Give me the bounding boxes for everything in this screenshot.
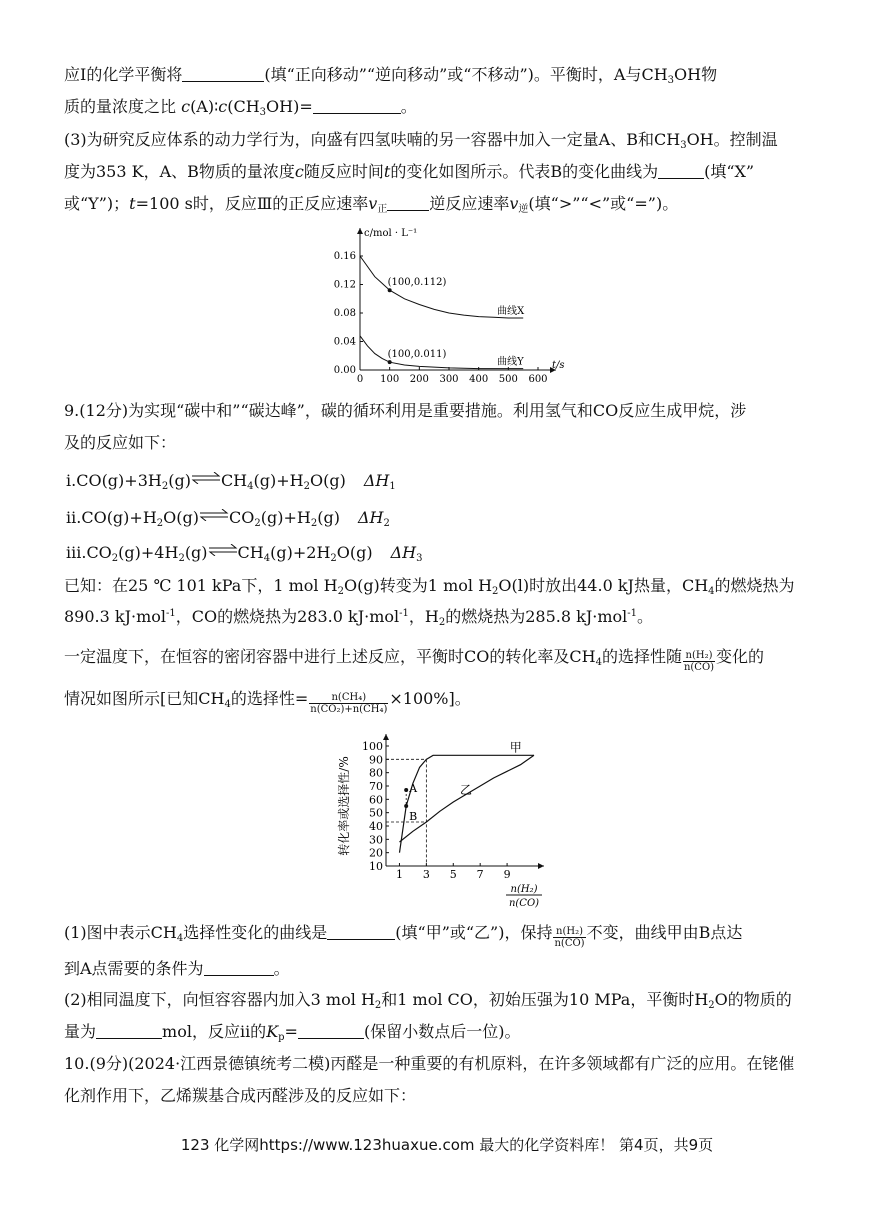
text-line: [64, 606, 653, 628]
answer-blank[interactable]: [387, 194, 429, 211]
y-axis-label: c/mol · L⁻¹: [364, 228, 418, 239]
text: 或“Y”)；: [64, 194, 130, 213]
y-tick-label: 0.12: [333, 279, 356, 291]
subscript: 2: [374, 1000, 382, 1011]
text: ⅲ.: [66, 543, 87, 562]
text: CH: [220, 471, 248, 490]
var: t: [129, 194, 136, 213]
answer-blank[interactable]: [658, 162, 704, 179]
text: 及的反应如下：: [64, 433, 177, 452]
text: (1)图中表示CH: [64, 923, 177, 942]
subscript: 3: [259, 107, 267, 118]
text: (2)相同温度下，向恒容容器内加入3 mol H: [64, 990, 375, 1009]
text: ×100%]。: [389, 689, 471, 708]
subscript: 2: [330, 553, 337, 564]
subscript: 正: [377, 204, 388, 215]
subscript: 2: [708, 1000, 715, 1011]
text-line: [64, 958, 290, 980]
x-tick-label: 7: [476, 868, 484, 881]
text: 一定温度下，在恒容的密闭容器中进行上述反应，平衡时CO的转化率及CH: [64, 647, 596, 666]
subscript: 2: [161, 481, 169, 492]
text-line: [64, 161, 754, 183]
subscript: 4: [224, 699, 231, 710]
reaction-i: [66, 470, 396, 492]
x-axis-label: t/s: [552, 360, 565, 371]
var: ΔH: [363, 471, 390, 490]
text: O(g)转变为1 mol H: [343, 576, 493, 595]
text: CO: [86, 543, 112, 562]
subscript: 2: [111, 553, 119, 564]
data-label: (100,0.112): [387, 277, 447, 289]
subscript: 4: [595, 657, 602, 668]
x-tick-label: 9: [503, 868, 511, 881]
text: (g)+H: [260, 508, 311, 527]
text: 的变化如图所示。代表B的变化曲线为: [390, 162, 659, 181]
var: c: [181, 97, 191, 116]
reaction-iii: [66, 542, 423, 564]
subscript: 2: [337, 586, 344, 597]
subscript: 3: [680, 140, 687, 151]
x-axis-label-denominator: n(CO): [508, 898, 540, 908]
text: 情况如图所示[已知CH: [64, 689, 225, 708]
series-label-jia: 甲: [509, 740, 522, 755]
x-tick-label: 5: [449, 868, 457, 881]
conversion-selectivity-chart: [334, 726, 560, 908]
text: 的选择性=: [230, 689, 309, 708]
equilibrium-arrow-icon: [191, 472, 221, 484]
y-tick-label: 10: [369, 860, 383, 873]
text: (填“正向移动”“逆向移动”或“不移动”)。平衡时，A与CH: [264, 65, 668, 84]
text-line: [64, 1021, 520, 1043]
fraction: $\frac{\text{n(H₂)}}{n(CO)}$: [554, 926, 585, 949]
answer-blank[interactable]: [298, 1022, 364, 1039]
data-point: [388, 288, 392, 292]
x-tick-label: 1: [395, 868, 403, 881]
data-label: (100,0.011): [387, 349, 447, 361]
text-line: [64, 96, 417, 118]
subscript: p: [278, 1032, 285, 1043]
text-line: [64, 432, 176, 454]
x-axis-arrow-icon: [538, 863, 544, 869]
text: OH物: [674, 65, 718, 84]
text: ，CO的燃烧热为283.0 kJ·mol: [175, 607, 400, 626]
y-tick-label: 0.16: [333, 251, 356, 262]
text: =: [284, 1022, 298, 1041]
text: (g)+H: [253, 471, 304, 490]
fraction: $\frac{\text{n(CH₄)}}{\text{n(CO₂)+n(CH₄)}}$: [310, 692, 388, 715]
text: 质的量浓度之比: [64, 97, 182, 116]
text-line: [64, 400, 746, 422]
x-tick-label: 100: [380, 374, 400, 385]
text: (3)为研究反应体系的动力学行为，向盛有四氢呋喃的另一容器中加入一定量A、B和CH: [64, 130, 681, 149]
x-tick-label: 200: [409, 374, 429, 385]
text: ⅱ.: [66, 508, 82, 527]
text: 选择性变化的曲线是: [183, 923, 328, 942]
text: 。: [637, 607, 654, 626]
text: (g)+4H: [118, 543, 179, 562]
text: 逆反应速率: [429, 194, 510, 213]
text: 化剂作用下，乙烯羰基合成丙醛涉及的反应如下：: [64, 1086, 417, 1105]
y-tick-label: 100: [362, 740, 383, 753]
text: OH)=: [266, 97, 313, 116]
subscript: 3: [667, 75, 675, 86]
var: ΔH: [357, 508, 384, 527]
text-line: [64, 575, 795, 597]
text: O(g): [163, 508, 199, 527]
subscript: 2: [156, 518, 164, 529]
y-tick-label: 40: [369, 820, 383, 833]
text: OH。控制温: [686, 130, 778, 149]
data-point: [404, 804, 408, 808]
equilibrium-arrow-icon: [208, 544, 238, 556]
var: c: [218, 97, 228, 116]
text: 的燃烧热为: [714, 576, 795, 595]
text: O(g): [309, 471, 346, 490]
text: (填“X”: [704, 162, 755, 181]
x-tick-label: 400: [469, 374, 489, 385]
text: mol，反应ⅱ的: [162, 1022, 267, 1041]
subscript: 4: [247, 481, 254, 492]
text: 应Ⅰ的化学平衡将: [64, 65, 183, 84]
text: 已知：在25 ℃ 101 kPa下，1 mol H: [64, 576, 338, 595]
y-tick-label: 20: [369, 846, 383, 860]
equilibrium-arrow-icon: [199, 509, 229, 521]
answer-blank[interactable]: [327, 923, 395, 940]
y-axis-arrow-icon: [383, 734, 389, 740]
subscript: 2: [310, 518, 318, 529]
y-tick-label: 30: [369, 833, 383, 847]
text-line: [64, 989, 792, 1011]
subscript: 2: [383, 518, 390, 529]
x-axis-label-numerator: n(H₂): [510, 884, 538, 895]
text: (填“甲”或“乙”)，保持: [395, 923, 553, 942]
data-point: [404, 788, 408, 792]
text: (g): [168, 471, 191, 490]
superscript: -1: [627, 608, 637, 619]
subscript: 3: [416, 553, 423, 564]
subscript: 2: [178, 553, 185, 564]
text: CH: [237, 543, 264, 562]
text: ⅰ.: [66, 471, 77, 490]
y-axis-arrow-icon: [357, 228, 363, 234]
text: (g): [184, 543, 208, 562]
text-line: [64, 193, 678, 215]
point-label: A: [409, 782, 418, 795]
text: 的燃烧热为285.8 kJ·mol: [445, 607, 628, 626]
subscript: 2: [303, 481, 310, 492]
text: 变化的: [716, 647, 765, 666]
var: v: [368, 194, 378, 213]
answer-blank[interactable]: [182, 65, 264, 82]
text-line: [64, 129, 778, 151]
superscript: -1: [166, 608, 176, 619]
text-line: [64, 646, 764, 673]
question-9-text: 9.(12分)为实现“碳中和”“碳达峰”，碳的循环利用是重要措施。利用氢气和CO反应生成甲烷，涉: [64, 401, 747, 420]
y-tick-label: 50: [369, 806, 383, 820]
subscript: 2: [492, 586, 499, 597]
x-tick-label: 500: [498, 374, 518, 385]
text: O的物质的: [714, 990, 792, 1009]
var: K: [266, 1022, 279, 1041]
reaction-ii: [66, 507, 390, 529]
series-label: 曲线X: [497, 305, 525, 317]
text: CO(g)+3H: [76, 471, 162, 490]
text: CO(g)+H: [81, 508, 157, 527]
text: 到A点需要的条件为: [64, 959, 204, 978]
fraction: $\frac{\text{n(H₂)}}{n(CO)}$: [683, 650, 715, 673]
y-tick-label: 0.08: [333, 308, 356, 319]
concentration-time-chart: [320, 222, 580, 392]
text: CO: [229, 508, 255, 527]
data-point: [388, 360, 392, 364]
x-tick-label: 3: [422, 868, 430, 881]
y-axis-label: 转化率或选择性/%: [337, 756, 351, 856]
series-label: 曲线Y: [497, 356, 524, 368]
text: 随反应时间: [303, 162, 384, 181]
text: 量为: [64, 1022, 97, 1041]
series-label-yi: 乙: [460, 783, 473, 797]
text: (CH: [227, 97, 260, 116]
question-10-text: 10.(9分)(2024·江西景德镇统考二模)丙醛是一种重要的有机原料，在许多领域都有广泛的应用。在铑催: [64, 1054, 795, 1073]
text: O(l)时放出44.0 kJ热量，CH: [498, 576, 709, 595]
text: 度为353 K，A、B物质的量浓度: [64, 162, 295, 181]
text: (g)+2H: [270, 543, 331, 562]
y-tick-label: 90: [369, 753, 383, 767]
text: (A)∶: [190, 97, 219, 116]
subscript: 4: [176, 933, 184, 944]
text: 。: [400, 97, 417, 116]
subscript: 2: [254, 518, 261, 529]
text: O(g): [336, 543, 373, 562]
text: 不变，曲线甲由B点达: [586, 923, 743, 942]
text: ，H: [408, 607, 439, 626]
y-tick-label: 0.00: [333, 365, 356, 376]
superscript: -1: [399, 608, 409, 619]
page-footer: 123 化学网https://www.123huaxue.com 最大的化学资料库！ 第4页，共9页: [180, 1136, 714, 1154]
subscript: 1: [389, 481, 396, 492]
text-line: [64, 922, 742, 949]
answer-blank[interactable]: [313, 97, 401, 114]
answer-blank[interactable]: [96, 1022, 162, 1039]
x-tick-label: 0: [356, 374, 364, 385]
answer-blank[interactable]: [204, 959, 274, 976]
text: 。: [273, 959, 290, 978]
var: ΔH: [390, 543, 417, 562]
y-tick-label: 60: [369, 793, 383, 807]
subscript: 2: [438, 617, 446, 628]
y-tick-label: 80: [369, 766, 383, 780]
var: t: [383, 162, 391, 181]
y-tick-label: 0.04: [333, 336, 356, 348]
text-line: [64, 688, 471, 715]
text: (保留小数点后一位)。: [363, 1022, 521, 1041]
text-line: [64, 64, 717, 86]
subscript: 4: [708, 586, 715, 597]
point-label: B: [409, 810, 418, 823]
text: =100 s时，反应Ⅲ的正反应速率: [135, 194, 369, 213]
var: v: [509, 194, 519, 213]
text: (g): [317, 508, 340, 527]
text: 的选择性随: [601, 647, 682, 666]
x-tick-label: 300: [439, 374, 459, 385]
text-line: [64, 1053, 794, 1075]
series-line-jia: [400, 755, 535, 852]
text-line: [64, 1085, 416, 1107]
var: c: [294, 162, 304, 181]
text: 890.3 kJ·mol: [64, 607, 167, 626]
text: (填“>”“<”或“=”)。: [528, 194, 679, 213]
text: 和1 mol CO，初始压强为10 MPa，平衡时H: [381, 990, 709, 1009]
x-tick-label: 600: [528, 374, 548, 385]
y-tick-label: 70: [369, 780, 383, 793]
subscript: 逆: [518, 204, 529, 215]
subscript: 4: [263, 553, 271, 564]
